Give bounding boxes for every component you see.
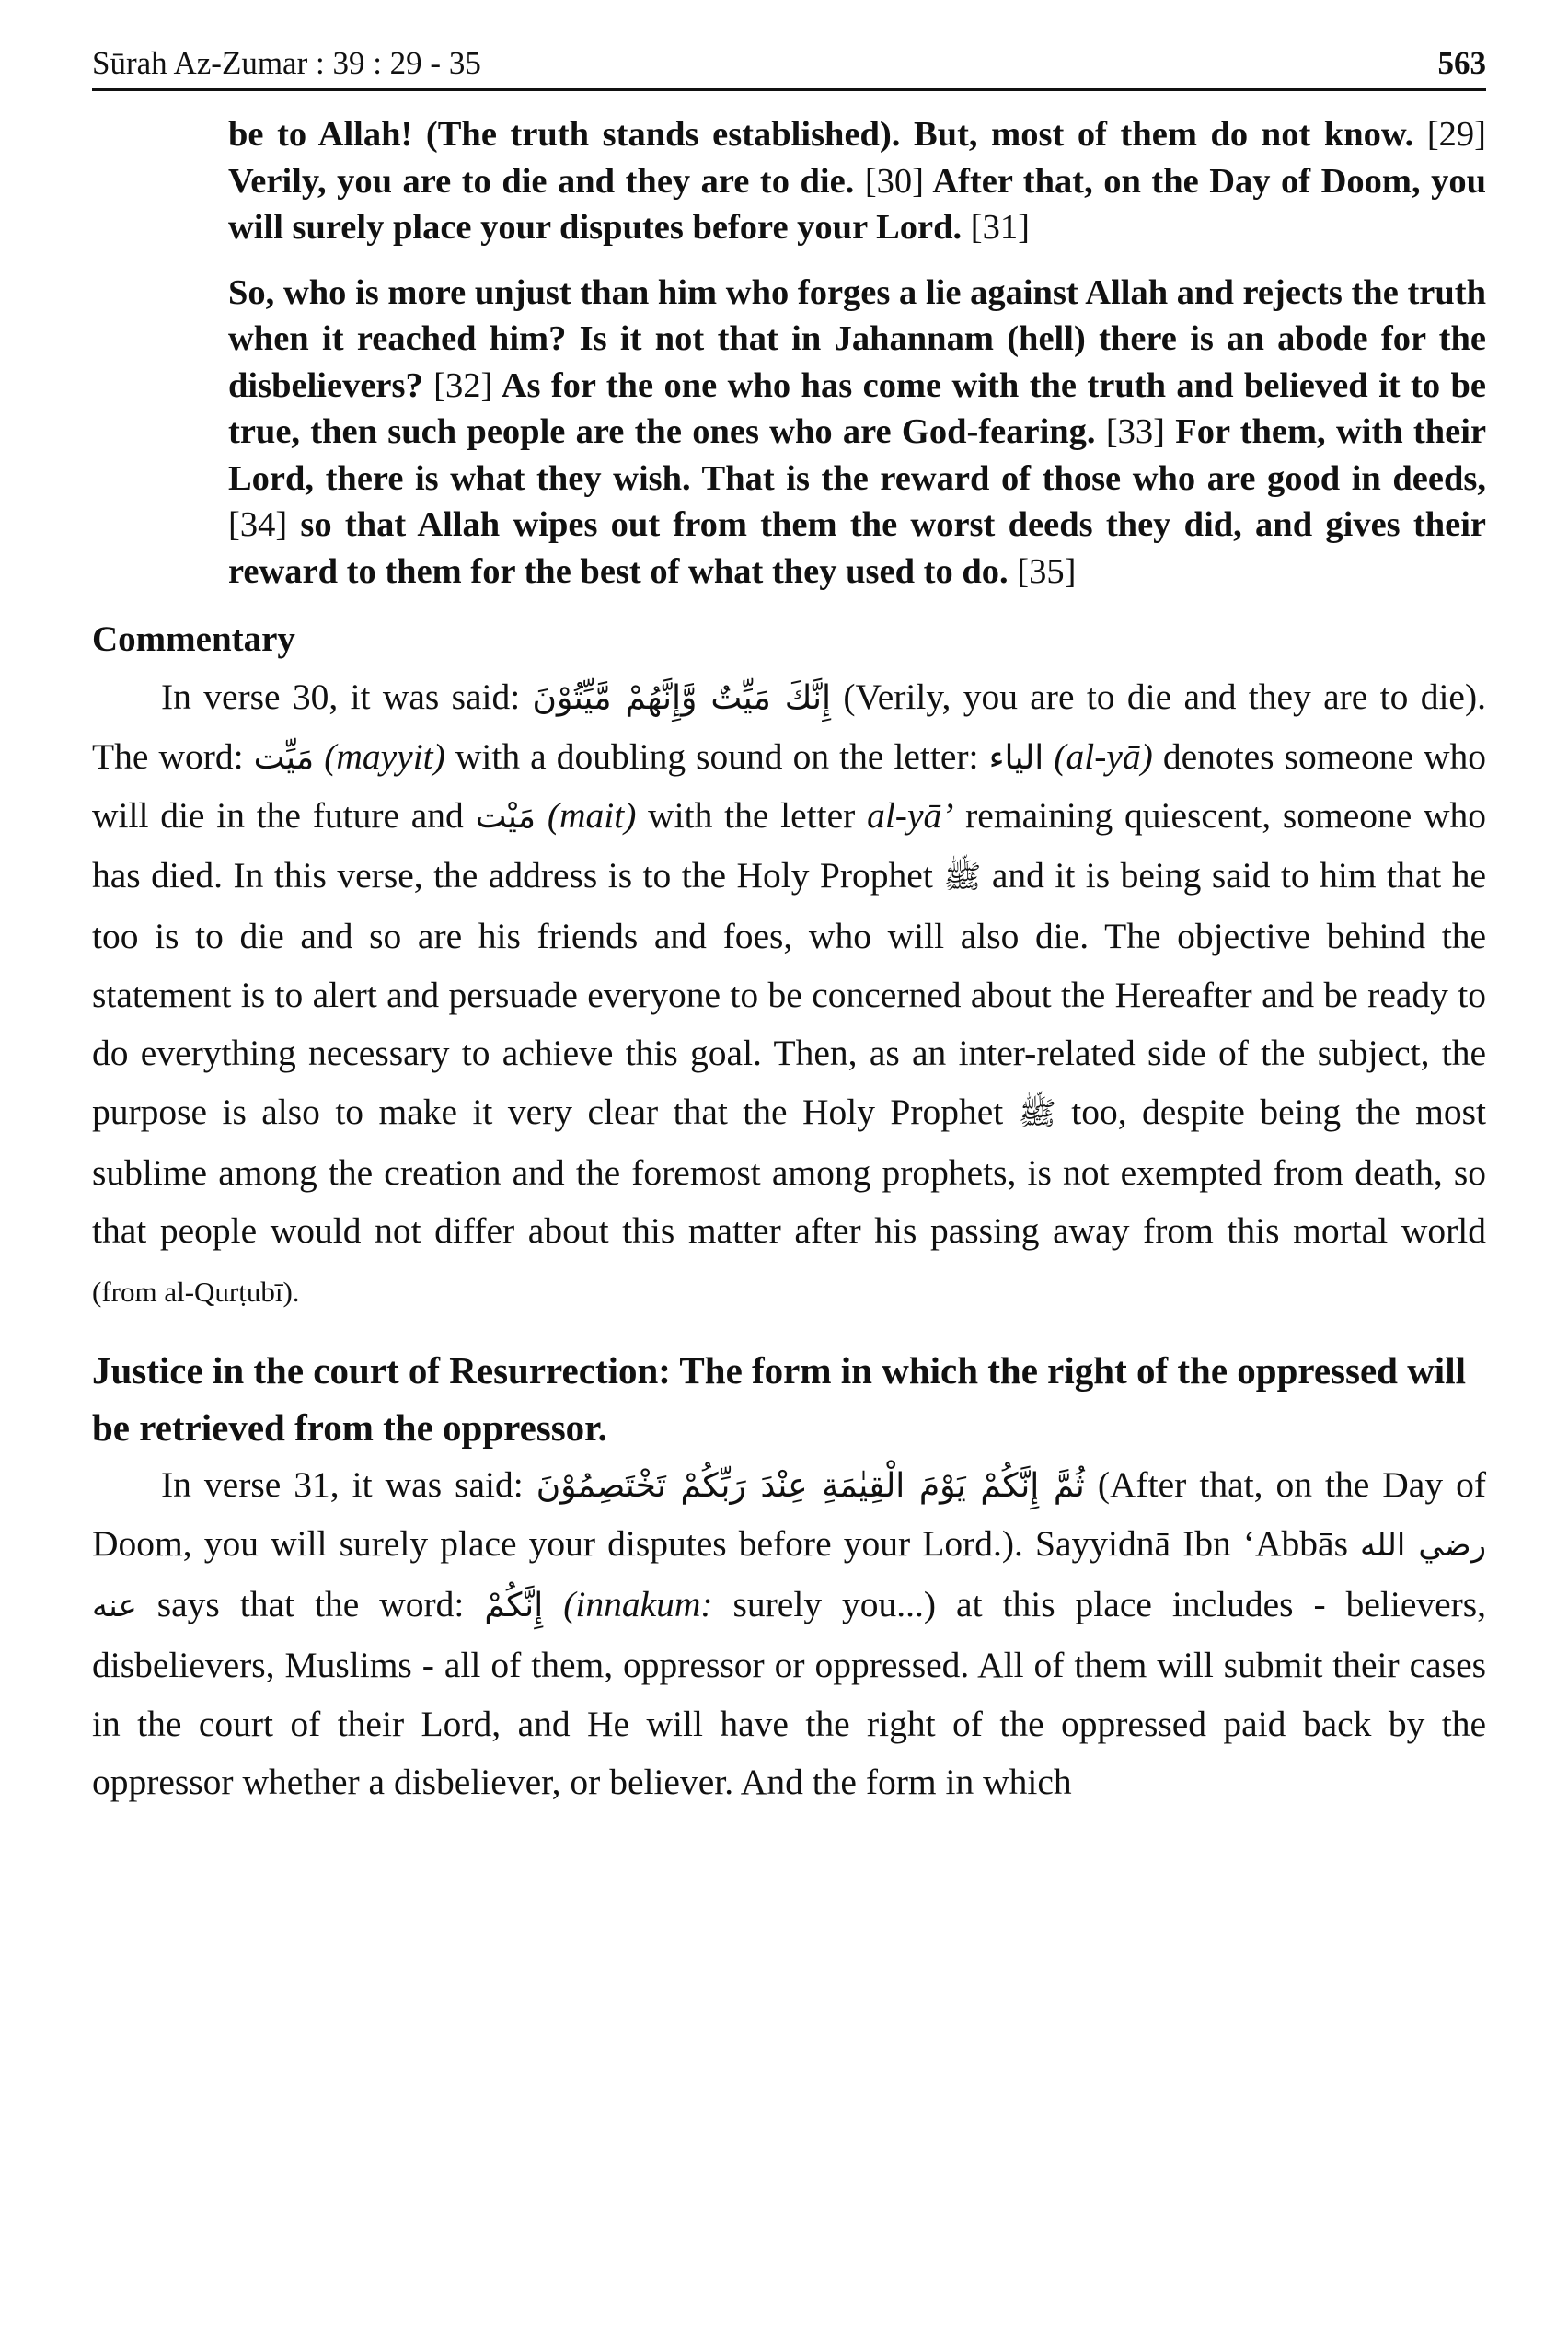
arabic-quote: إِنَّكَ مَيِّتٌ وَّإِنَّهُمْ مَّيِّتُوْنَ xyxy=(532,679,832,717)
surah-title: Sūrah Az-Zumar : 39 : 29 - 35 xyxy=(92,45,481,81)
body-text-run: In verse 30, it was said: xyxy=(161,676,521,717)
transliteration: (innakum: xyxy=(563,1584,713,1625)
body-text-run: (After that, on the Day of Doom, you will surely place your disputes before your Lord.). Sayyidnā Ibn ‘Abbās xyxy=(92,1463,1486,1565)
body-text-run: with the letter xyxy=(648,795,856,837)
arabic-word: الياء xyxy=(988,738,1044,777)
arabic-word: مَيِّت xyxy=(253,738,315,777)
commentary-heading: Commentary xyxy=(92,619,295,659)
translation-text: After that, on the Day of Doom, you will surely place your disputes before your Lord. xyxy=(228,161,1486,247)
translation-block xyxy=(228,111,1486,595)
transliteration: (mayyit) xyxy=(324,735,445,777)
translation-text: be to Allah! (The truth stands established). But, most of them do not know. xyxy=(228,115,1414,154)
verse-number: [32] xyxy=(433,365,493,405)
verse-number: [33] xyxy=(1105,412,1165,451)
verse-number: [35] xyxy=(1017,551,1077,591)
translation-paragraph xyxy=(228,111,1486,251)
body-text-run: says that the word: xyxy=(156,1584,465,1625)
transliteration: (al-yā) xyxy=(1054,735,1153,777)
body-text-run: and it is being said to him that he too is to die and so are his friends and foes, who will also die. The objective behind the statement is to alert and persuade everyone to be concerned about the Hereafter and be ready to do everything necessary to achieve this goal. Then, as an inter-related side of the subject, the purpose is also to make it very clear that the Holy Prophet xyxy=(92,855,1487,1132)
page xyxy=(92,44,1486,1812)
body-text-run: denotes someone who will die in the future and xyxy=(92,735,1487,837)
translation-text: For them, with their Lord, there is what they wish. That is the reward of those who are good in deeds, xyxy=(228,412,1487,498)
arabic-quote: ثُمَّ إِنَّكُمْ يَوْمَ الْقِيٰمَةِ عِنْدَ رَبِّكُمْ تَخْتَصِمُوْنَ xyxy=(536,1466,1085,1505)
source-citation: (from al-Qurṭubī). xyxy=(92,1276,300,1309)
body-text-run: with a doubling sound on the letter: xyxy=(455,735,979,777)
translation-paragraph xyxy=(228,270,1486,595)
transliteration: al-yā’ xyxy=(867,795,954,837)
translation-text: So, who is more unjust than him who forges a lie against Allah and rejects the truth when it reached him? Is it not that in Jahannam (hell) there is an abode for the disbelievers? xyxy=(228,272,1486,405)
transliteration: (mait) xyxy=(547,795,637,837)
translation-text: As for the one who has come with the truth and believed it to be true, then such people are the ones who are God-fearing. xyxy=(228,365,1487,451)
body-text-run: remaining quiescent, someone who has died. In this verse, the address is to the Holy Prophet xyxy=(92,795,1487,896)
verse-number: [29] xyxy=(1426,115,1486,154)
honorific-symbol: ﷺ xyxy=(1018,1094,1056,1132)
body-text-run: too, despite being the most sublime among the creation and the foremost among prophets, is not exempted from death, so that people would not differ about this matter after his passing away from this mortal world xyxy=(92,1091,1487,1252)
honorific-symbol: ﷺ xyxy=(943,859,982,896)
section-heading: Justice in the court of Resurrection: The form in which the right of the oppressed will be retrieved from the oppressor. xyxy=(92,1348,1466,1449)
translation-text: Verily, you are to die and they are to die. xyxy=(228,161,855,201)
commentary-paragraph xyxy=(92,668,1486,1322)
page-number: 563 xyxy=(1437,45,1486,81)
running-head xyxy=(92,44,1486,91)
verse-number: [31] xyxy=(970,208,1030,247)
translation-text: so that Allah wipes out from them the worst deeds they did, and gives their reward to them for the best of what they used to do. xyxy=(228,505,1487,591)
body-text-run: surely you...) at this place includes - believers, disbelievers, Muslims - all of them, oppressor or oppressed. All of them will submit their cases in the court of their Lord, and He will have the right of the oppressed paid back by the oppressor whether a disbeliever, or believer. And the form in which xyxy=(92,1584,1487,1803)
verse-number: [30] xyxy=(864,161,924,201)
section-paragraph xyxy=(92,1456,1486,1812)
honorific-symbol: رضي الله عنه xyxy=(92,1527,1486,1625)
body-text-run: In verse 31, it was said: xyxy=(161,1463,524,1505)
arabic-word: مَيْت xyxy=(475,798,536,837)
arabic-word: إِنَّكُمْ xyxy=(484,1587,544,1625)
verse-number: [34] xyxy=(228,505,288,544)
body-text-run: (Verily, you are to die and they are to die). The word: xyxy=(92,676,1486,777)
